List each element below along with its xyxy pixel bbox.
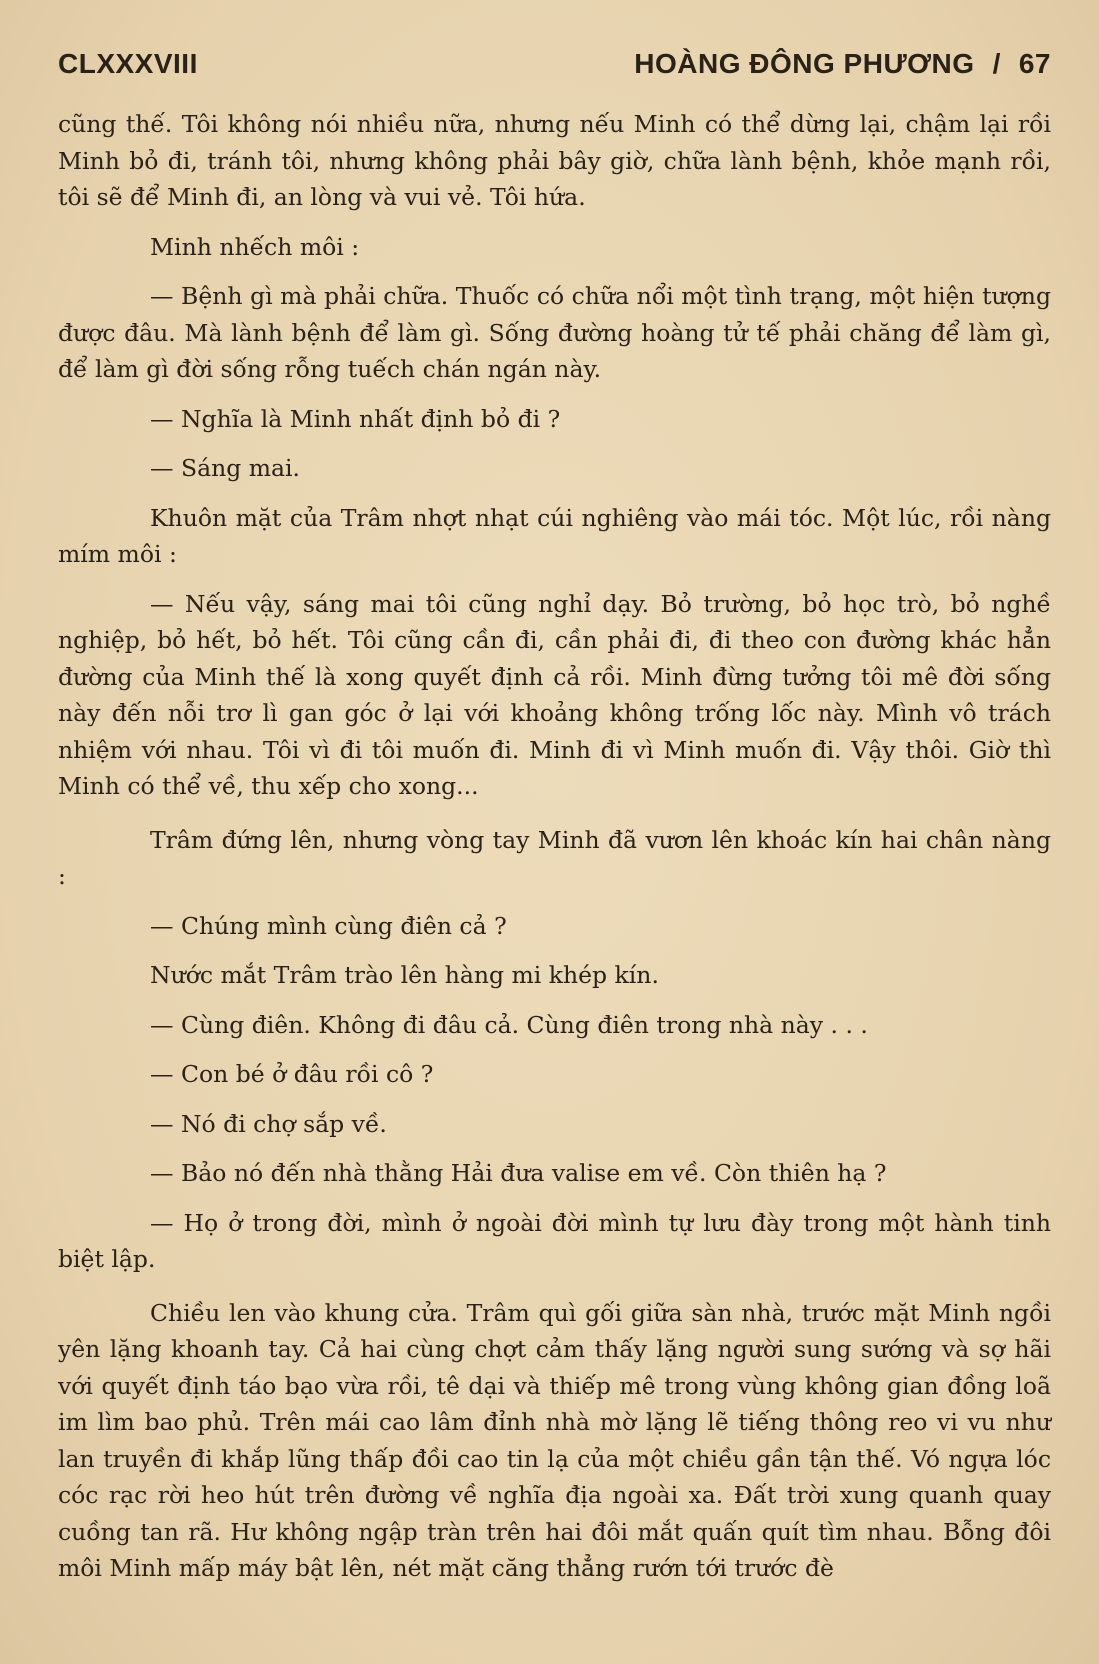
paragraph: cũng thế. Tôi không nói nhiều nữa, nhưng nếu Minh có thể dừng lại, chậm lại rồi Minh bỏ đi, tránh tôi, nhưng không phải bây giờ, chữa lành bệnh, khỏe mạnh rồi, tôi sẽ để Minh đi, an lòng và vui vẻ. Tôi hứa. xyxy=(58,110,1051,211)
header-separator: / xyxy=(992,48,1001,79)
paragraph: Trâm đứng lên, nhưng vòng tay Minh đã vươn lên khoác kín hai chân nàng : xyxy=(58,825,1051,890)
page-body xyxy=(58,106,1051,1587)
chapter-number: CLXXXVIII xyxy=(58,48,198,79)
page-number: 67 xyxy=(1018,48,1051,79)
paragraph: Khuôn mặt của Trâm nhợt nhạt cúi nghiêng vào mái tóc. Một lúc, rồi nàng mím môi : xyxy=(58,503,1051,568)
paragraph: Nước mắt Trâm trào lên hàng mi khép kín. xyxy=(150,961,659,989)
paragraph: Minh nhếch môi : xyxy=(150,232,360,261)
dialogue-line: — Chúng mình cùng điên cả ? xyxy=(150,911,507,940)
dialogue-line: — Bảo nó đến nhà thằng Hải đưa valise em về. Còn thiên hạ ? xyxy=(150,1159,887,1187)
dialogue-line: — Cùng điên. Không đi đâu cả. Cùng điên trong nhà này . . . xyxy=(150,1010,868,1039)
paragraph: Chiều len vào khung cửa. Trâm quì gối giữa sàn nhà, trước mặt Minh ngồi yên lặng khoanh tay. Cả hai cùng chợt cảm thấy lặng người sung sướng và sợ hãi với quyết định táo bạo vừa rồi, tê dại và thiếp mê trong vùng không gian đồng loã im lìm bao phủ. Trên mái cao lâm đỉnh nhà mờ lặng lẽ tiếng thông reo vi vu như lan truyền đi khắp lũng thấp đồi cao tin lạ của một chiều gần tận thế. Vó ngựa lóc cóc rạc rời heo hút trên đường về nghĩa địa ngoài xa. Đất trời xung quanh quay cuồng tan rã. Hư không ngập tràn trên hai đôi mắt quấn quít tìm nhau. Bỗng đôi môi Minh mấp máy bật lên, nét mặt căng thẳng rướn tới trước đè xyxy=(58,1298,1051,1582)
dialogue-line: — Nếu vậy, sáng mai tôi cũng nghỉ dạy. Bỏ trường, bỏ học trò, bỏ nghề nghiệp, bỏ hết, bỏ hết. Tôi cũng cần đi, cần phải đi, đi theo con đường khác hẳn đường của Minh thế là xong quyết định cả rồi. Minh đừng tưởng tôi mê đời sống này đến nỗi trơ lì gan góc ở lại với khoảng không trống lốc này. Mình vô trách nhiệm với nhau. Tôi vì đi tôi muốn đi. Minh đi vì Minh muốn đi. Vậy thôi. Giờ thì Minh có thể về, thu xếp cho xong... xyxy=(58,589,1051,800)
author-name: HOÀNG ĐÔNG PHƯƠNG xyxy=(634,48,975,79)
page-header xyxy=(58,48,1051,80)
dialogue-line: — Nghĩa là Minh nhất định bỏ đi ? xyxy=(150,404,561,433)
dialogue-line: — Sáng mai. xyxy=(150,454,301,482)
header-right xyxy=(634,48,1051,80)
dialogue-line: — Con bé ở đâu rồi cô ? xyxy=(150,1060,434,1088)
dialogue-line: — Bệnh gì mà phải chữa. Thuốc có chữa nổi một tình trạng, một hiện tượng được đâu. Mà lành bệnh để làm gì. Sống đường hoàng tử tế phải chăng để làm gì, để làm gì đời sống rỗng tuếch chán ngán này. xyxy=(58,282,1051,383)
dialogue-line: — Họ ở trong đời, mình ở ngoài đời mình tự lưu đày trong một hành tinh biệt lập. xyxy=(58,1208,1051,1273)
dialogue-line: — Nó đi chợ sắp về. xyxy=(150,1109,387,1138)
